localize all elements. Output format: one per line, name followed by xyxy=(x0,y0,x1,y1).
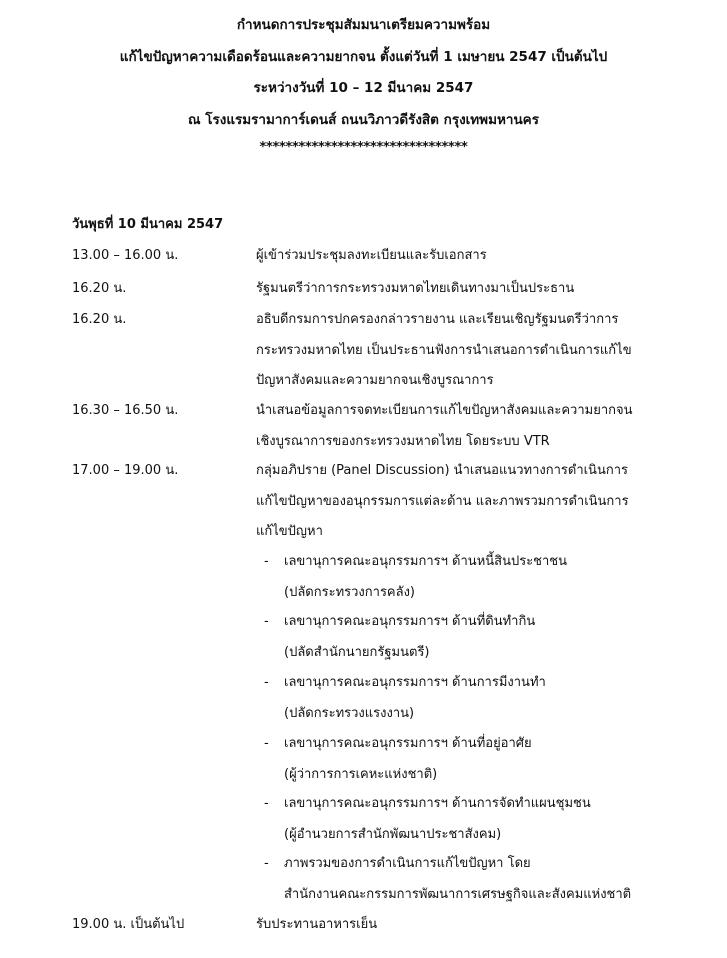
panel-subitem-text: เลขานุการคณะอนุกรรมการฯ ด้านที่อยู่อาศัย xyxy=(284,736,532,751)
panel-subitem-note: (ผู้อำนวยการสำนักพัฒนาประชาสังคม) xyxy=(284,826,502,842)
header-divider-stars: ******************************** xyxy=(259,140,468,155)
agenda-description xyxy=(256,396,633,457)
document-header xyxy=(0,10,727,160)
panel-subitem-text: เลขานุการคณะอนุกรรมการฯ ด้านหนี้สินประชาชน xyxy=(284,554,568,569)
header-title: กำหนดการประชุมสัมมนาเตรียมความพร้อม xyxy=(236,17,491,33)
agenda-time: 16.30 – 16.50 น. xyxy=(72,403,179,418)
panel-subitem xyxy=(264,729,532,790)
header-venue: ณ โรงแรมรามาการ์เดนส์ ถนนวิภาวดีรังสิต กรุงเทพมหานคร xyxy=(188,111,539,128)
panel-subitem xyxy=(264,668,546,729)
agenda-description-line: ปัญหาสังคมและความยากจนเชิงบูรณาการ xyxy=(256,373,494,388)
agenda-description-line: เชิงบูรณาการของกระทรวงมหาดไทย โดยระบบ VTR xyxy=(256,433,550,449)
panel-subitem xyxy=(264,607,535,668)
agenda-description xyxy=(256,305,632,397)
agenda-description xyxy=(256,456,629,548)
bullet-dash: - xyxy=(264,614,269,629)
panel-subitem xyxy=(264,789,591,850)
bullet-dash: - xyxy=(264,736,269,751)
agenda-time: 16.20 น. xyxy=(72,312,127,327)
header-dates: ระหว่างวันที่ 10 – 12 มีนาคม 2547 xyxy=(253,80,474,96)
header-subtitle: แก้ไขปัญหาความเดือดร้อนและความยากจน ตั้งแต่วันที่ 1 เมษายน 2547 เป็นต้นไป xyxy=(119,48,608,65)
agenda-description-line: รัฐมนตรีว่าการกระทรวงมหาดไทยเดินทางมาเป็นประธาน xyxy=(256,281,575,296)
agenda-description xyxy=(256,274,574,305)
panel-subitem-text: เลขานุการคณะอนุกรรมการฯ ด้านการมีงานทำ xyxy=(284,675,546,690)
agenda-description-line: กลุ่มอภิปราย (Panel Discussion) นำเสนอแนวทางการดำเนินการ xyxy=(256,463,628,478)
bullet-dash: - xyxy=(264,796,269,811)
agenda-description xyxy=(256,910,377,941)
agenda-description-line: รับประทานอาหารเย็น xyxy=(256,917,378,932)
day-title: วันพุธที่ 10 มีนาคม 2547 xyxy=(72,217,224,232)
bullet-dash: - xyxy=(264,675,269,690)
bullet-dash: - xyxy=(264,856,269,871)
panel-subitem-note: สำนักงานคณะกรรมการพัฒนาการเศรษฐกิจและสังคมแห่งชาติ xyxy=(284,886,632,902)
agenda-description-line: แก้ไขปัญหาของอนุกรรมการแต่ละด้าน และภาพรวมการดำเนินการ xyxy=(256,493,629,509)
panel-subitem-text: เลขานุการคณะอนุกรรมการฯ ด้านการจัดทำแผนชุมชน xyxy=(284,796,591,811)
panel-subitem-text: เลขานุการคณะอนุกรรมการฯ ด้านที่ดินทำกิน xyxy=(284,614,536,629)
panel-subitem xyxy=(264,547,567,608)
panel-subitem-note: (ปลัดกระทรวงการคลัง) xyxy=(284,584,416,600)
agenda-description-line: แก้ไขปัญหา xyxy=(256,524,323,539)
agenda-time: 16.20 น. xyxy=(72,281,127,296)
agenda-time: 19.00 น. เป็นต้นไป xyxy=(72,917,185,932)
panel-subitem xyxy=(264,849,631,910)
panel-subitem-note: (ผู้ว่าการการเคหะแห่งชาติ) xyxy=(284,766,438,782)
bullet-dash: - xyxy=(264,554,269,569)
agenda-description-line: ผู้เข้าร่วมประชุมลงทะเบียนและรับเอกสาร xyxy=(256,248,487,263)
agenda-description-line: นำเสนอข้อมูลการจดทะเบียนการแก้ไขปัญหาสังคมและความยากจน xyxy=(256,403,633,418)
panel-subitem-text: ภาพรวมของการดำเนินการแก้ไขปัญหา โดย xyxy=(284,856,531,871)
panel-subitem-note: (ปลัดกระทรวงแรงงาน) xyxy=(284,705,415,721)
panel-subitem-note: (ปลัดสำนักนายกรัฐมนตรี) xyxy=(284,644,430,660)
agenda-time: 13.00 – 16.00 น. xyxy=(72,248,179,263)
agenda-time: 17.00 – 19.00 น. xyxy=(72,463,179,478)
agenda-description-line: กระทรวงมหาดไทย เป็นประธานฟังการนำเสนอการดำเนินการแก้ไข xyxy=(256,342,632,358)
agenda-description-line: อธิบดีกรมการปกครองกล่าวรายงาน และเรียนเชิญรัฐมนตรีว่าการ xyxy=(256,312,619,327)
agenda-description xyxy=(256,241,487,272)
